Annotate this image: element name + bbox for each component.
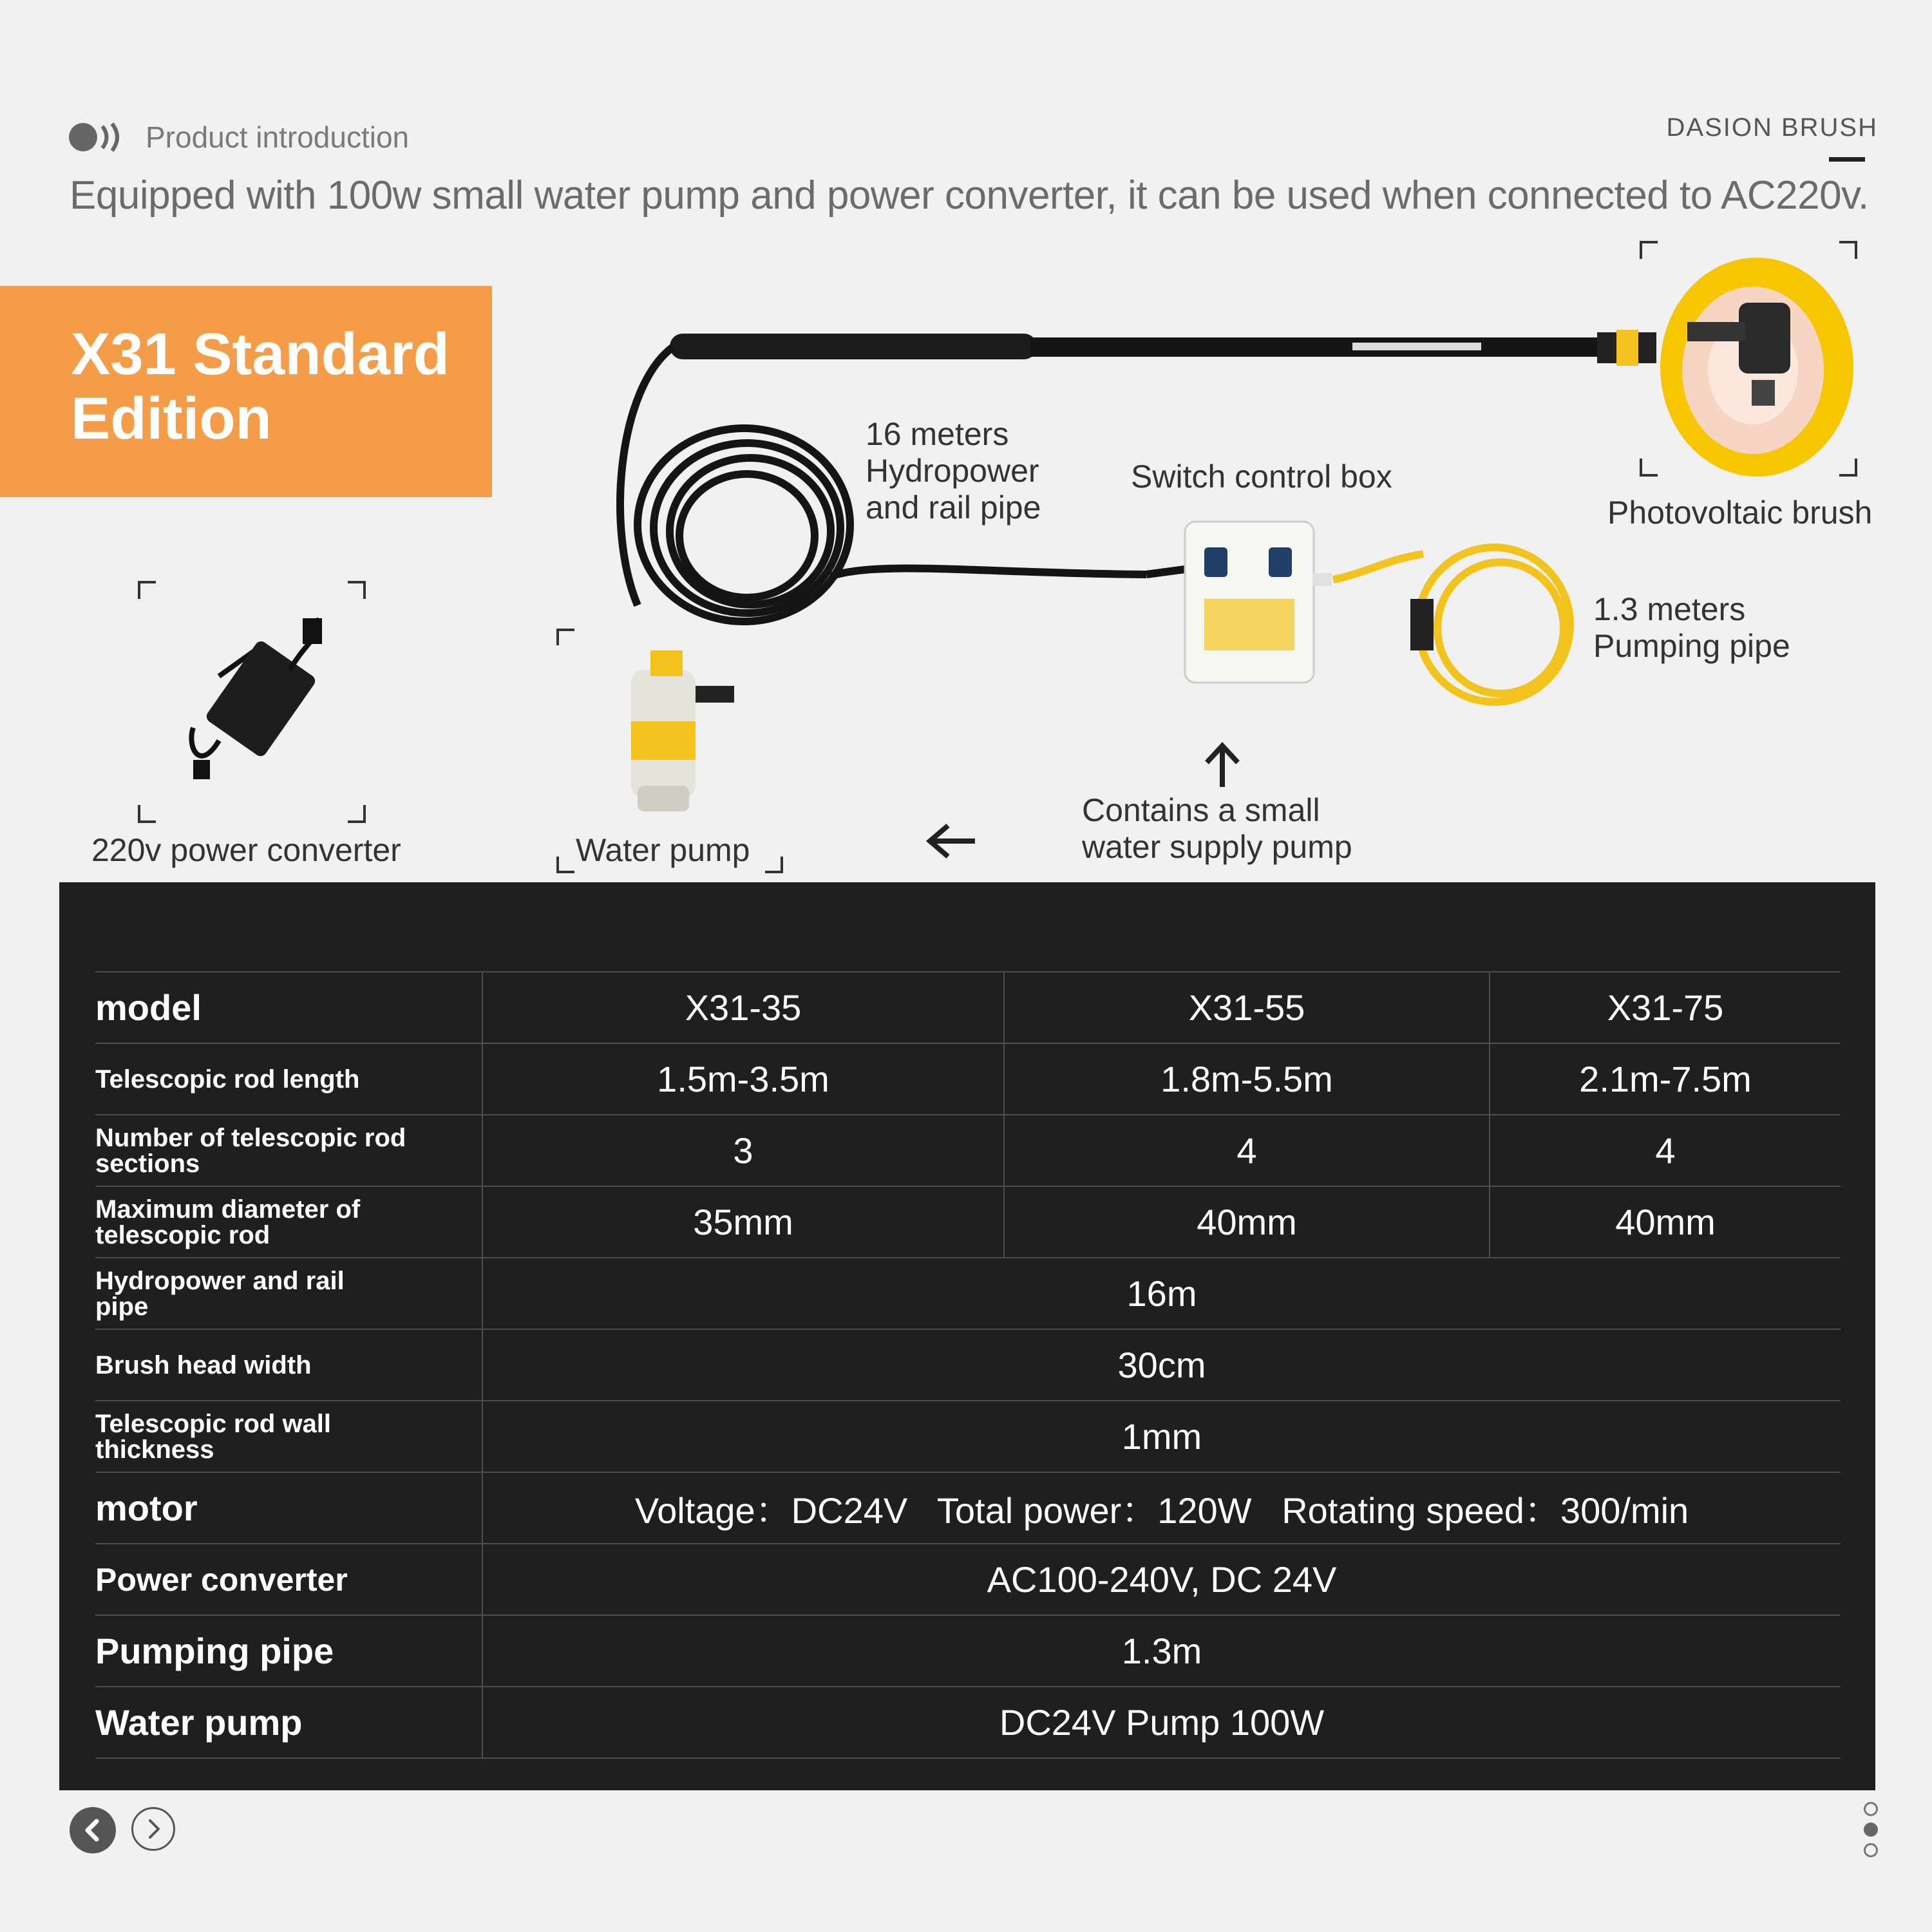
table-row	[95, 1687, 1841, 1758]
brand-name: DASION BRUSH	[1666, 113, 1878, 142]
table-row	[95, 1329, 1841, 1401]
arrow-left-icon	[930, 826, 975, 857]
hose-label	[866, 416, 1041, 526]
spec-table	[95, 971, 1841, 1759]
spec-value: 40mm	[1615, 1202, 1716, 1242]
converter-label: 220v power converter	[91, 832, 401, 868]
table-row	[95, 1401, 1841, 1472]
spec-value: 16m	[1126, 1273, 1197, 1314]
table-row	[95, 1115, 1841, 1186]
arrow-up-icon	[1207, 746, 1238, 787]
spec-panel	[59, 882, 1875, 1790]
spec-value: AC100-240V, DC 24V	[987, 1559, 1337, 1600]
spec-name: Water pump	[95, 1687, 482, 1758]
spec-name: Telescopic rod wall thickness	[95, 1401, 482, 1472]
table-row	[95, 1258, 1841, 1329]
spec-name: Telescopic rod length	[95, 1043, 482, 1115]
next-button[interactable]	[131, 1807, 175, 1851]
spec-value: X31-75	[1607, 987, 1724, 1028]
pager-dot[interactable]	[1864, 1843, 1878, 1857]
contains-label-line: water supply pump	[1082, 829, 1352, 865]
pumping-pipe-image	[1333, 547, 1570, 702]
chevron-left-icon	[70, 1807, 116, 1853]
table-row	[95, 1043, 1841, 1115]
water-pump-image	[631, 650, 734, 811]
pumping-pipe-label	[1593, 591, 1790, 665]
edition-title: X31 Standard Edition	[71, 321, 450, 451]
spec-value: 4	[1655, 1130, 1676, 1171]
prev-button[interactable]	[70, 1807, 116, 1853]
telescopic-rod	[670, 330, 1656, 366]
hose-label-line: 16 meters	[866, 416, 1009, 452]
spec-name: motor	[95, 1472, 482, 1544]
spec-value: 4	[1004, 1115, 1490, 1186]
photovoltaic-brush-image	[1660, 258, 1853, 477]
table-row	[95, 1186, 1841, 1258]
table-row	[95, 972, 1841, 1043]
hose-label-line: Hydropower	[866, 453, 1039, 489]
table-row	[95, 1615, 1841, 1687]
spec-value: 2.1m-7.5m	[1579, 1059, 1752, 1099]
brush-label: Photovoltaic brush	[1607, 495, 1873, 531]
pumping-pipe-label-line: Pumping pipe	[1593, 628, 1790, 664]
switch-control-box-image	[1185, 522, 1332, 683]
spec-value: 1.3m	[1121, 1631, 1202, 1671]
spec-value: X31-55	[1004, 972, 1490, 1043]
spec-value: DC24V Pump 100W	[999, 1702, 1325, 1743]
pumping-pipe-label-line: 1.3 meters	[1593, 591, 1746, 627]
spec-name: model	[95, 972, 482, 1043]
chevron-right-icon	[133, 1809, 173, 1849]
power-converter-image	[191, 618, 322, 779]
spec-name: Power converter	[95, 1544, 482, 1615]
contains-label	[1082, 792, 1352, 866]
table-row	[95, 1472, 1841, 1544]
spec-value: 3	[482, 1115, 1004, 1186]
water-pump-label: Water pump	[576, 832, 750, 868]
spec-value: X31-35	[482, 972, 1004, 1043]
contains-label-line: Contains a small	[1082, 792, 1320, 828]
switch-box-label: Switch control box	[1131, 459, 1392, 495]
pager-dot[interactable]	[1864, 1802, 1878, 1816]
spec-value: 1.8m-5.5m	[1004, 1043, 1490, 1115]
intro-text: Equipped with 100w small water pump and power converter, it can be used when connected to AC220v.	[70, 173, 1869, 218]
spec-value: Voltage：DC24V Total power：120W Rotating speed：300/min	[634, 1490, 1689, 1531]
spec-value: 1mm	[1121, 1416, 1202, 1457]
spec-name: Hydropower and rail pipe	[95, 1258, 482, 1329]
spec-value: 35mm	[482, 1186, 1004, 1258]
spec-value: 40mm	[1004, 1186, 1490, 1258]
spec-name: Brush head width	[95, 1329, 482, 1401]
hose-label-line: and rail pipe	[866, 489, 1041, 526]
section-label: Product introduction	[146, 120, 410, 154]
spec-name: Pumping pipe	[95, 1615, 482, 1687]
spec-name: Maximum diameter of telescopic rod	[95, 1186, 482, 1258]
table-row	[95, 1544, 1841, 1615]
pager-dot-active[interactable]	[1864, 1823, 1878, 1837]
spec-value: 30cm	[1117, 1345, 1206, 1385]
spec-value: 1.5m-3.5m	[482, 1043, 1004, 1115]
spec-name: Number of telescopic rod sections	[95, 1115, 482, 1186]
